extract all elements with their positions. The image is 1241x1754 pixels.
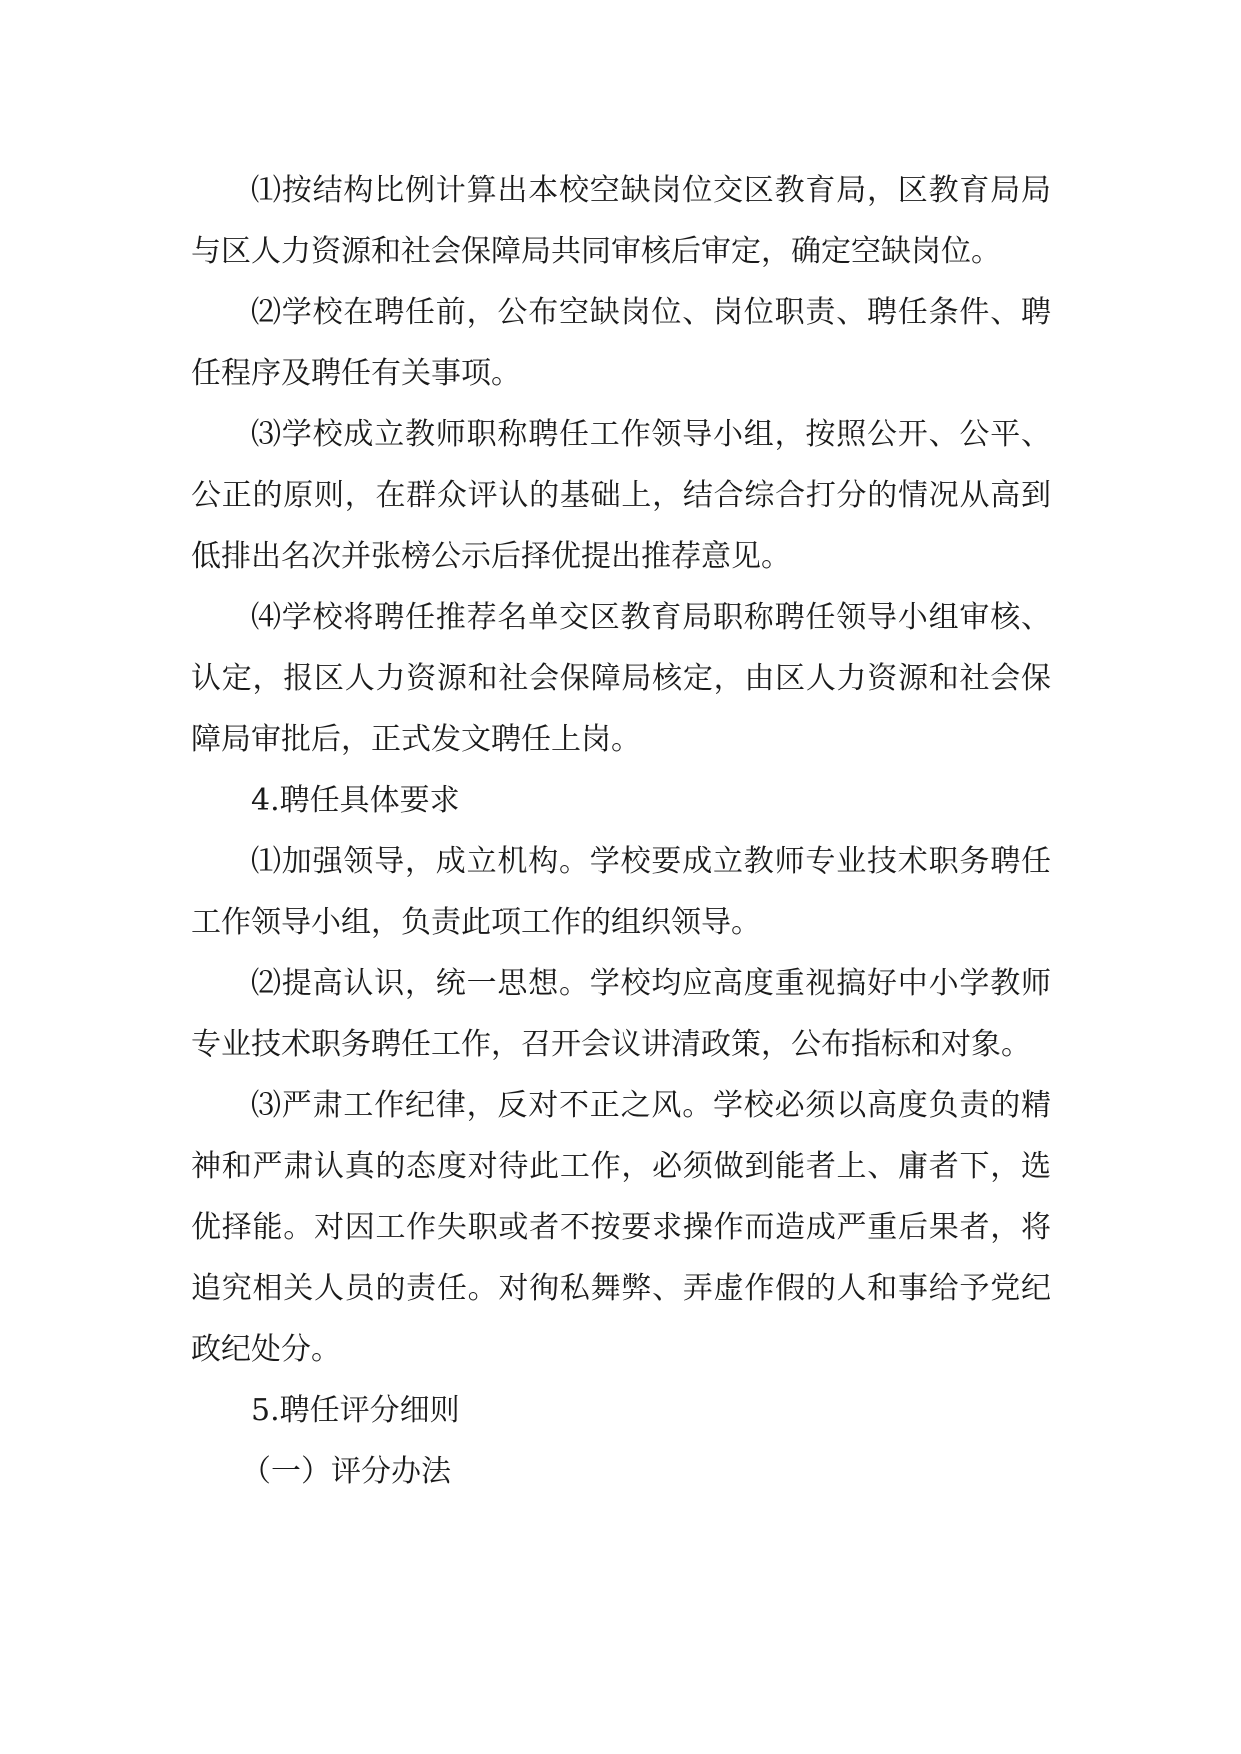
subsection-heading: （一）评分办法 [241,1454,451,1489]
paragraph-requirement-2: ⑵提高认识，统一思想。学校均应高度重视搞好中小学教师专业技术职务聘任工作，召开会议讲清政策，公布指标和对象。 [191,966,1051,1062]
section-heading-5: 5.聘任评分细则 [251,1393,460,1428]
paragraph-item-1: ⑴按结构比例计算出本校空缺岗位交区教育局，区教育局局与区人力资源和社会保障局共同审核后审定，确定空缺岗位。 [191,173,1051,269]
section-heading-4: 4.聘任具体要求 [251,783,460,818]
paragraph-requirement-1: ⑴加强领导，成立机构。学校要成立教师专业技术职务聘任工作领导小组，负责此项工作的组织领导。 [191,844,1051,940]
document-body [191,160,1051,1502]
paragraph-requirement-3: ⑶严肃工作纪律，反对不正之风。学校必须以高度负责的精神和严肃认真的态度对待此工作，必须做到能者上、庸者下，选优择能。对因工作失职或者不按要求操作而造成严重后果者，将追究相关人员的责任。对徇私舞弊、弄虚作假的人和事给予党纪政纪处分。 [191,1088,1051,1367]
paragraph-item-3: ⑶学校成立教师职称聘任工作领导小组，按照公开、公平、公正的原则，在群众评认的基础上，结合综合打分的情况从高到低排出名次并张榜公示后择优提出推荐意见。 [191,417,1051,574]
paragraph-item-2: ⑵学校在聘任前，公布空缺岗位、岗位职责、聘任条件、聘任程序及聘任有关事项。 [191,295,1051,391]
paragraph-item-4: ⑷学校将聘任推荐名单交区教育局职称聘任领导小组审核、认定，报区人力资源和社会保障局核定，由区人力资源和社会保障局审批后，正式发文聘任上岗。 [191,600,1051,757]
